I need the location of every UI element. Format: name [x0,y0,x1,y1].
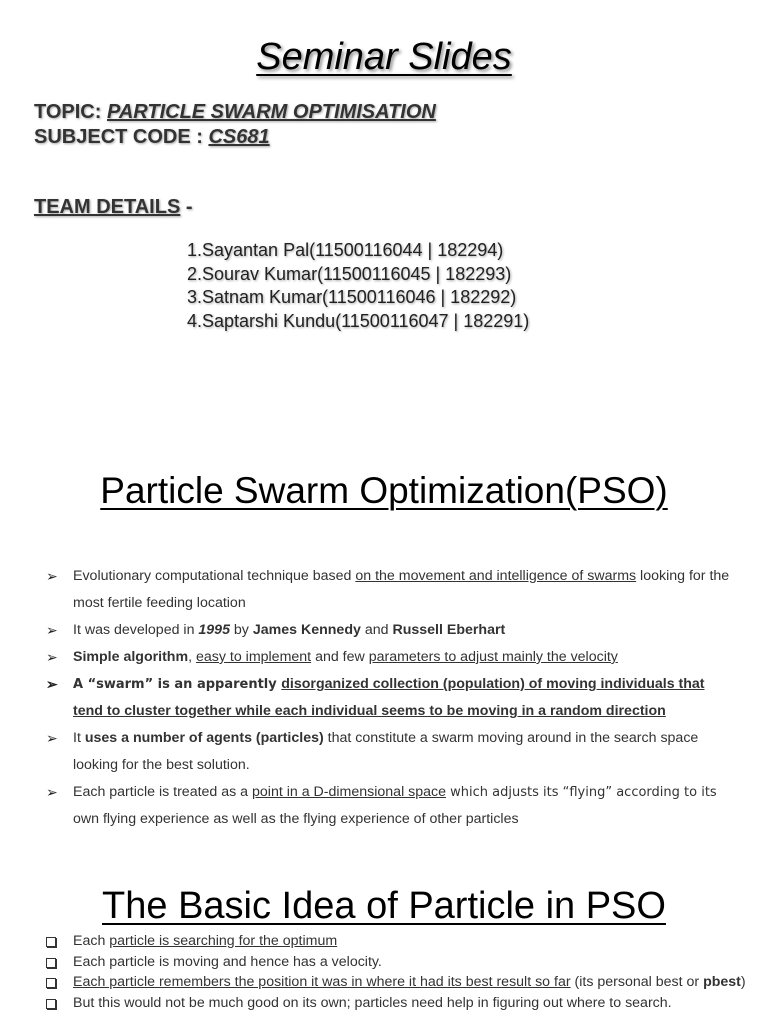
text: It [73,730,85,746]
list-item [46,931,746,952]
pso-bullet-list [46,563,736,833]
text: own flying experience as well as the flying experience of other particles [73,811,519,827]
subject-code-value: CS681 [208,126,270,148]
text: A “swarm” is an apparently [73,677,282,692]
slide1-title: Seminar Slides [256,36,512,78]
text: and few [311,649,369,665]
arrow-bullet-icon: ➢ [46,568,58,584]
bold-text: Simple algorithm [73,649,189,665]
text: But this would not be much good on its own; particles need help in figuring out where to search. [73,994,672,1011]
underlined-text: Each particle remembers the position it was in where it had its best result so far [73,974,571,990]
text: , [188,649,196,665]
topic-line [34,101,436,124]
underlined-text: disorganized collection (population) of moving individuals that tend to cluster together while each individual seems to be moving in a random direction [73,676,705,719]
list-item [46,563,736,617]
arrow-bullet-icon: ➢ [46,676,58,692]
topic-label: TOPIC: [34,101,107,123]
team-member: 1.Sayantan Pal(11500116044 | 182294) [187,240,504,260]
author-name: James Kennedy [252,622,361,638]
topic-value: PARTICLE SWARM OPTIMISATION [106,101,436,123]
list-item [46,779,736,833]
subject-code-label: SUBJECT CODE : [34,126,209,148]
underlined-text: easy to implement [195,649,312,665]
text: Each [73,933,110,949]
list-item [46,617,736,644]
text: that constitute a swarm moving around in the search space looking for the best solution. [73,730,699,773]
team-member: 4.Saptarshi Kundu(11500116047 | 182291) [187,310,530,331]
team-details-heading: TEAM DETAILS [34,196,181,218]
team-member: 2.Sourav Kumar(11500116045 | 182293) [187,263,512,284]
underlined-text: particle is searching for the optimum [109,933,338,949]
underlined-text: on the movement and intelligence of swarms [355,568,637,584]
underlined-text: point in a D-dimensional space [252,784,447,800]
checkbox-bullet-icon [46,978,56,988]
basic-idea-slide-title: The Basic Idea of Particle in PSO [102,885,666,927]
checkbox-bullet-icon [46,958,56,968]
list-item [46,644,736,671]
year-text: 1995 [198,622,230,638]
team-details-line [34,196,193,219]
bold-text: uses a number of agents (particles) [84,730,324,746]
text: ) [740,974,746,990]
checkbox-bullet-icon [46,999,56,1009]
bold-text: pbest [703,974,741,990]
text: (its personal best or [570,974,704,990]
underlined-text: parameters to adjust mainly the velocity [368,649,618,665]
list-item [46,993,746,1014]
list-item [46,725,736,779]
list-item [46,671,736,725]
text: Each particle is treated as a [73,784,253,800]
team-member: 3.Satnam Kumar(11500116046 | 182292) [187,287,517,307]
text: by [229,622,253,638]
arrow-bullet-icon: ➢ [46,622,58,638]
arrow-bullet-icon: ➢ [46,730,58,746]
text: and [360,622,393,638]
text: Each particle is moving and hence has a velocity. [73,953,382,970]
list-item [46,952,746,973]
team-member-list [187,239,529,333]
author-name: Russell Eberhart [392,622,506,638]
text: It was developed in [73,622,199,638]
arrow-bullet-icon: ➢ [46,649,58,665]
team-details-dash: - [180,196,193,218]
checkbox-bullet-icon [46,937,56,947]
basic-idea-bullet-list [46,931,746,1013]
list-item [46,972,746,993]
text: which adjusts its “flying” according to its [446,785,717,800]
text: looking for the most fertile feeding location [73,568,730,611]
text: Evolutionary computational technique based [73,568,356,584]
subject-code-line [34,126,270,149]
arrow-bullet-icon: ➢ [46,784,58,800]
pso-slide-title: Particle Swarm Optimization(PSO) [100,470,668,511]
